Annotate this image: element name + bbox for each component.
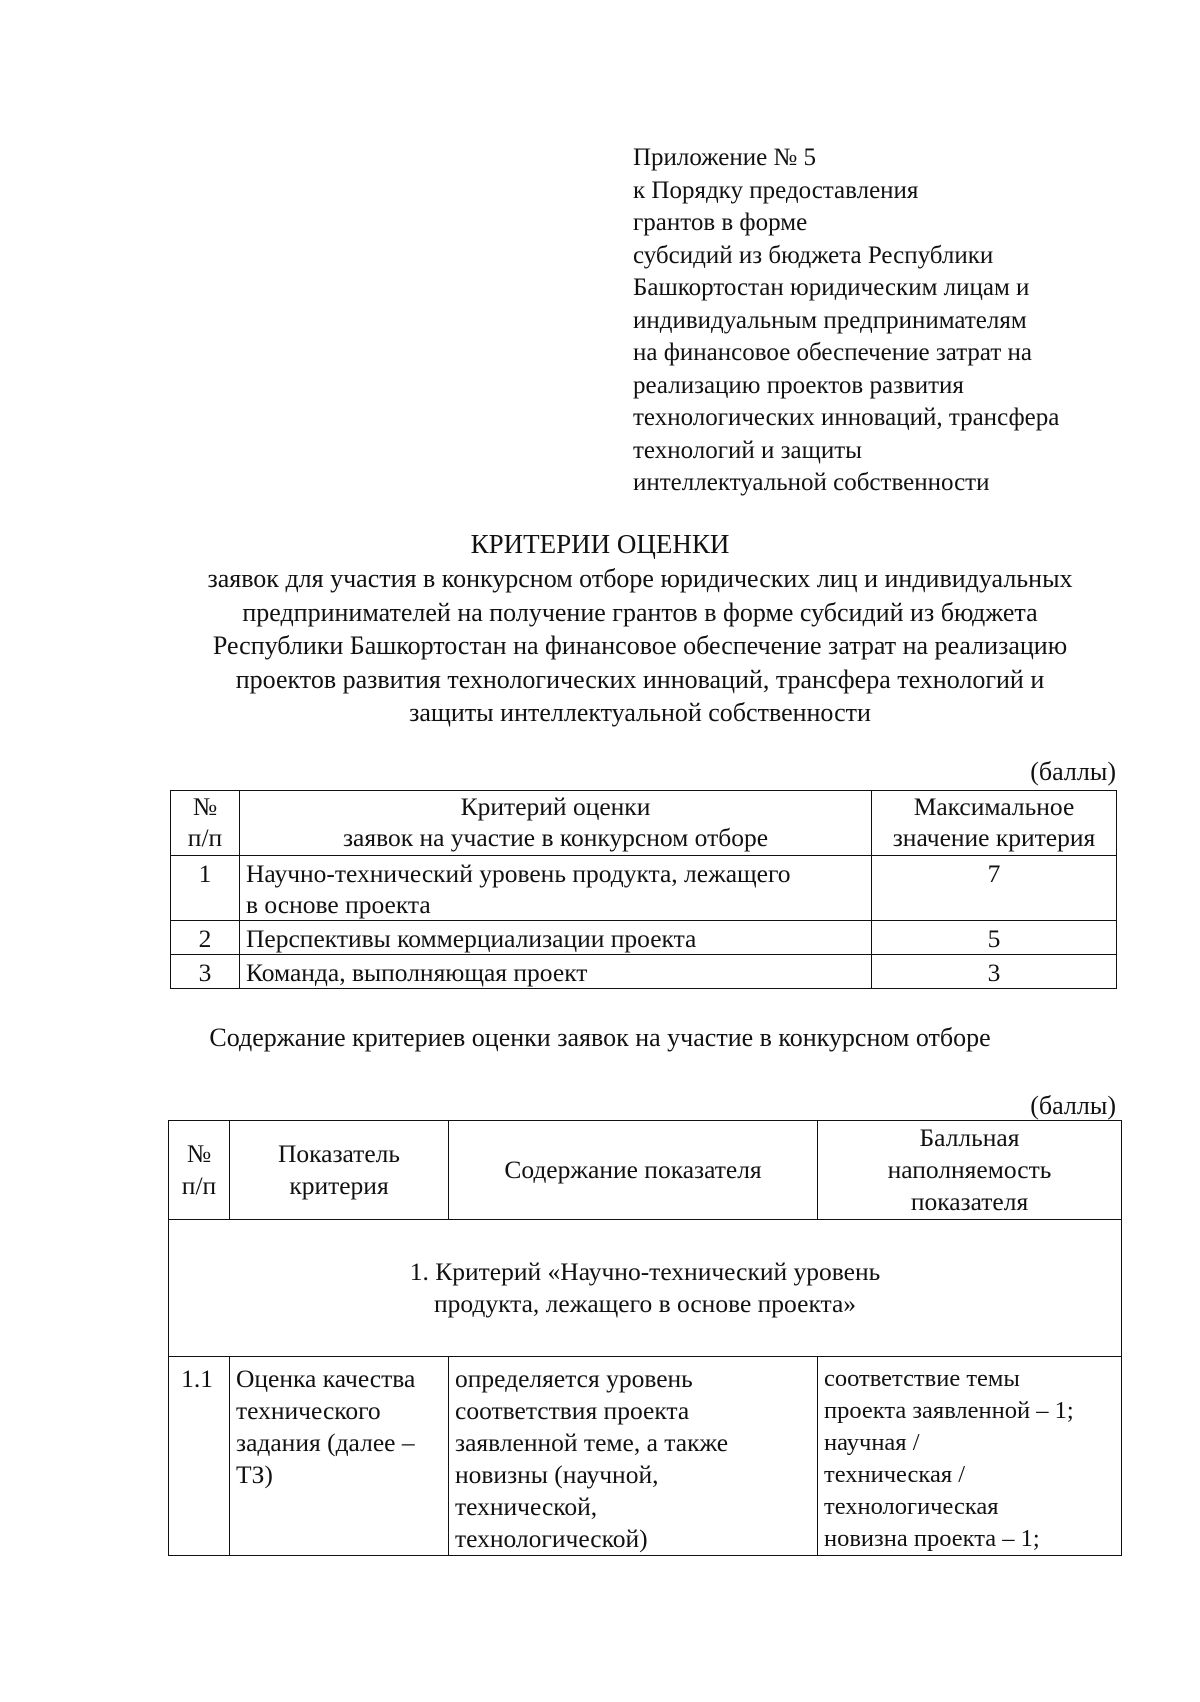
row-max: 5 bbox=[872, 921, 1117, 955]
header-max-line: значение критерия bbox=[892, 823, 1096, 852]
header-indicator bbox=[230, 1121, 449, 1220]
units-label: (баллы) bbox=[1030, 1091, 1116, 1120]
units-label: (баллы) bbox=[1030, 757, 1116, 786]
row-num: 3 bbox=[171, 955, 240, 989]
content-table-header bbox=[169, 1121, 1122, 1220]
header-max bbox=[872, 791, 1117, 856]
criterion-group-row bbox=[169, 1220, 1122, 1357]
appendix-note bbox=[633, 142, 1113, 500]
row-criterion-line: в основе проекта bbox=[246, 890, 431, 919]
row-max: 3 bbox=[872, 955, 1117, 989]
header-content: Содержание показателя bbox=[449, 1121, 818, 1220]
header-indicator-line: критерия bbox=[289, 1171, 389, 1200]
document-title: КРИТЕРИИ ОЦЕНКИ bbox=[470, 529, 730, 559]
content-line: новизны (научной, bbox=[455, 1460, 659, 1489]
row-criterion: Команда, выполняющая проект bbox=[240, 955, 872, 989]
header-num-line: № bbox=[186, 1139, 212, 1168]
subtitle-line: заявок для участия в конкурсном отборе юридических лиц и индивидуальных bbox=[207, 564, 1073, 593]
document-subtitle bbox=[160, 562, 1120, 730]
header-num-line: п/п bbox=[187, 823, 223, 852]
row-num: 1 bbox=[171, 856, 240, 921]
table-row bbox=[171, 955, 1117, 989]
header-criterion bbox=[240, 791, 872, 856]
indicator-line: задания (далее – bbox=[236, 1428, 415, 1457]
subtitle-line: Республики Башкортостан на финансовое обеспечение затрат на реализацию bbox=[212, 631, 1068, 660]
header-indicator-line: Показатель bbox=[277, 1139, 401, 1168]
content-heading: Содержание критериев оценки заявок на участие в конкурсном отборе bbox=[209, 1023, 991, 1052]
header-num-line: № bbox=[192, 792, 218, 821]
row-indicator bbox=[230, 1357, 449, 1556]
header-criterion-line: Критерий оценки bbox=[460, 792, 651, 821]
table-row bbox=[171, 921, 1117, 955]
header-num bbox=[169, 1121, 230, 1220]
appendix-line: индивидуальным предпринимателям bbox=[633, 306, 1027, 334]
indicator-line: технического bbox=[236, 1396, 381, 1425]
appendix-line: интеллектуальной собственности bbox=[633, 469, 990, 496]
header-score bbox=[818, 1121, 1122, 1220]
group-title-line: продукта, лежащего в основе проекта» bbox=[433, 1289, 857, 1318]
row-score bbox=[818, 1357, 1122, 1556]
appendix-line: на финансовое обеспечение затрат на bbox=[633, 339, 1033, 366]
appendix-line: технологий и защиты bbox=[633, 436, 862, 464]
appendix-line: Башкортостан юридическим лицам и bbox=[633, 274, 1030, 301]
content-table bbox=[168, 1120, 1122, 1556]
subtitle-line: проектов развития технологических инноваций, трансфера технологий и bbox=[235, 664, 1045, 694]
header-num bbox=[171, 791, 240, 856]
group-title-line: 1. Критерий «Научно-технический уровень bbox=[409, 1257, 881, 1286]
criterion-group-title bbox=[169, 1220, 1122, 1357]
header-score-line: показателя bbox=[910, 1187, 1029, 1216]
score-line: новизна проекта – 1; bbox=[824, 1525, 1040, 1552]
subtitle-line: предпринимателей на получение грантов в форме субсидий из бюджета bbox=[242, 597, 1038, 627]
content-line: технической, bbox=[455, 1492, 598, 1521]
appendix-line: реализацию проектов развития bbox=[633, 371, 964, 399]
criteria-table-header bbox=[171, 791, 1117, 856]
score-line: соответствие темы bbox=[824, 1365, 1020, 1392]
content-line: соответствия проекта bbox=[455, 1396, 690, 1425]
content-line: заявленной теме, а также bbox=[455, 1428, 729, 1457]
appendix-line: технологических инноваций, трансфера bbox=[633, 404, 1060, 431]
criteria-table bbox=[170, 790, 1117, 989]
score-line: техническая / bbox=[824, 1461, 966, 1488]
appendix-line: Приложение № 5 bbox=[633, 144, 817, 171]
appendix-line: субсидий из бюджета Республики bbox=[633, 241, 994, 269]
table-row bbox=[169, 1357, 1122, 1556]
indicator-line: Оценка качества bbox=[236, 1364, 416, 1393]
header-max-line: Максимальное bbox=[913, 792, 1075, 821]
row-criterion: Перспективы коммерциализации проекта bbox=[240, 921, 872, 955]
header-score-line: Балльная bbox=[919, 1123, 1020, 1152]
header-num-line: п/п bbox=[181, 1171, 217, 1200]
row-max: 7 bbox=[872, 856, 1117, 921]
row-num: 2 bbox=[171, 921, 240, 955]
row-num: 1.1 bbox=[169, 1357, 230, 1556]
content-line: определяется уровень bbox=[455, 1364, 693, 1393]
table-row bbox=[171, 856, 1117, 921]
score-line: технологическая bbox=[824, 1493, 999, 1520]
score-line: проекта заявленной – 1; bbox=[824, 1397, 1074, 1424]
appendix-line: грантов в форме bbox=[633, 209, 808, 236]
row-criterion-line: Научно-технический уровень продукта, лежащего bbox=[246, 859, 791, 888]
indicator-line: ТЗ) bbox=[236, 1460, 273, 1489]
content-line: технологической) bbox=[455, 1524, 648, 1553]
row-content bbox=[449, 1357, 818, 1556]
header-score-line: наполняемость bbox=[887, 1155, 1052, 1184]
appendix-line: к Порядку предоставления bbox=[633, 176, 919, 204]
score-line: научная / bbox=[824, 1429, 920, 1456]
row-criterion bbox=[240, 856, 872, 921]
header-criterion-line: заявок на участие в конкурсном отборе bbox=[342, 823, 769, 852]
subtitle-line: защиты интеллектуальной собственности bbox=[409, 698, 871, 727]
